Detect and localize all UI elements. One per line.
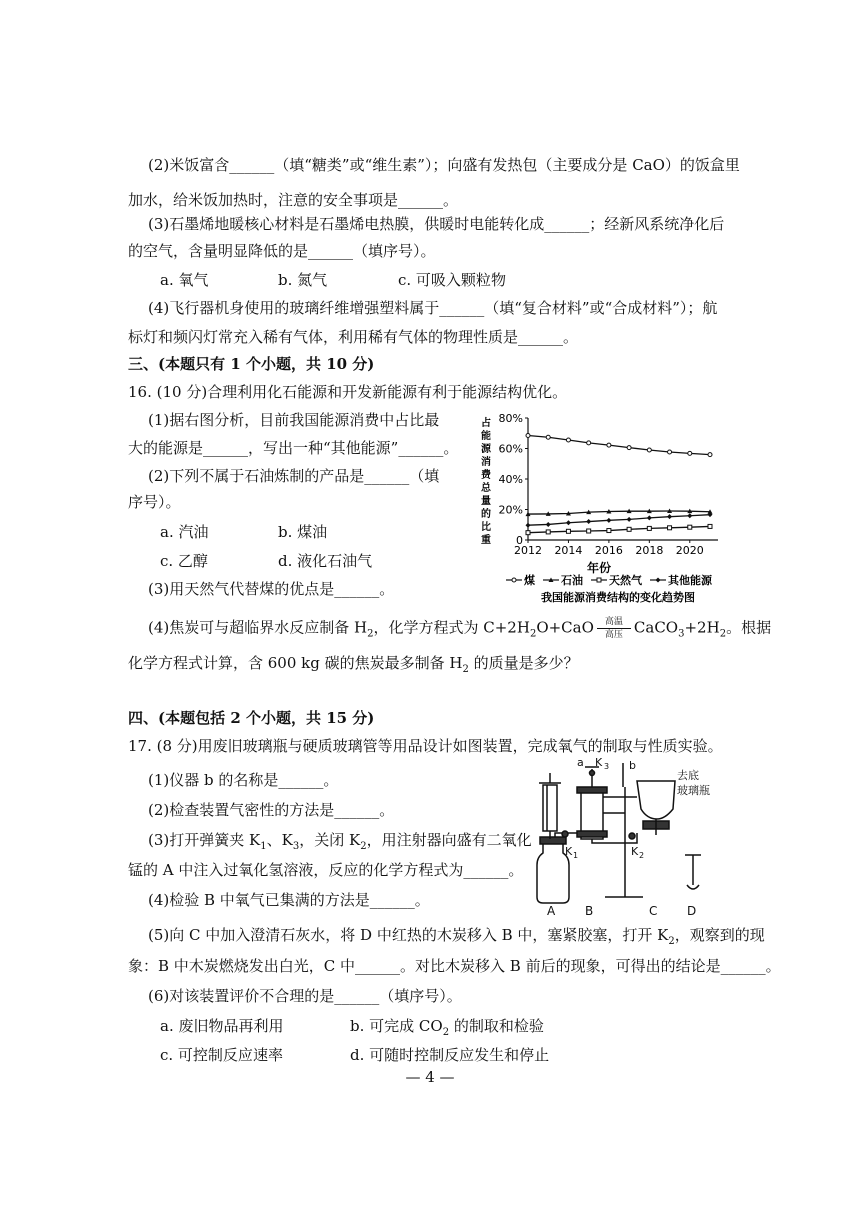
data-point <box>566 520 571 525</box>
y-axis-label-char: 占 <box>481 418 491 429</box>
svg-text:D: D <box>687 904 697 918</box>
bottle-c <box>637 781 675 819</box>
data-point <box>708 524 712 528</box>
x-tick-label: 2014 <box>554 544 583 557</box>
q16-part1-line1: (1)据右图分析，目前我国能源消费中占比最 <box>148 411 440 429</box>
y-axis-label-char: 重 <box>481 535 491 546</box>
apparatus-diagram <box>525 757 730 919</box>
y-axis-label-char: 的 <box>481 509 491 520</box>
q17-part2: (2)检查装置气密性的方法是______。 <box>148 801 395 819</box>
data-point <box>587 441 591 445</box>
q16-part2-line1: (2)下列不属于石油炼制的产品是______（填 <box>148 467 440 485</box>
data-point <box>546 530 550 534</box>
svg-text:a: a <box>577 757 584 769</box>
q17-option-c: c. 可控制反应速率 <box>160 1046 283 1064</box>
q15-part2-line1: (2)米饭富含______（填“糖类”或“维生素”）；向盛有发热包（主要成分是 CaO）的饭盒里 <box>148 156 740 174</box>
chart-axes <box>528 418 718 540</box>
x-tick-label: 2012 <box>514 544 542 557</box>
q17-option-b: b. 可完成 $CO_2$ 的制取和检验 <box>350 1017 544 1038</box>
legend-label: 石油 <box>561 574 583 587</box>
legend-label: 天然气 <box>609 574 642 587</box>
data-point <box>687 513 692 518</box>
data-point <box>526 434 530 438</box>
q17-part3-line2: 锰的 A 中注入过氧化氢溶液，反应的化学方程式为______。 <box>128 861 524 879</box>
q17-part4: (4)检验 B 中氧气已集满的方法是______。 <box>148 891 430 909</box>
section-4-heading: 四、(本题包括 2 个小题，共 15 分) <box>128 709 375 727</box>
q15-option-a: a. 氧气 <box>160 271 209 289</box>
data-point <box>668 450 672 454</box>
q16-option-b: b. 煤油 <box>278 523 328 541</box>
q15-part2-line2: 加水，给米饭加热时，注意的安全事项是______。 <box>128 191 459 209</box>
section-3-heading: 三、(本题只有 1 个小题，共 10 分) <box>128 355 375 373</box>
svg-text:玻璃瓶: 玻璃瓶 <box>677 784 710 797</box>
data-point <box>546 522 551 527</box>
q16-part2-line2: 序号）。 <box>128 493 181 511</box>
data-point <box>526 531 530 535</box>
y-axis-label-char: 量 <box>481 496 491 507</box>
y-axis-label-char: 总 <box>481 483 491 494</box>
data-point <box>607 529 611 533</box>
series-line-天然气 <box>528 526 710 532</box>
x-tick-label: 2018 <box>635 544 664 557</box>
legend-marker <box>656 578 661 583</box>
data-point <box>586 519 591 524</box>
q16-option-d: d. 液化石油气 <box>278 552 373 570</box>
svg-text:1: 1 <box>573 851 579 860</box>
series-line-石油 <box>528 511 710 514</box>
q16-stem: 16. (10 分)合理利用化石能源和开发新能源有利于能源结构优化。 <box>128 383 568 401</box>
q17-part1: (1)仪器 b 的名称是______。 <box>148 771 339 789</box>
q16-part3: (3)用天然气代替煤的优点是______。 <box>148 580 395 598</box>
data-point <box>627 446 631 450</box>
q16-option-c: c. 乙醇 <box>160 552 208 570</box>
data-point <box>566 529 570 533</box>
data-point <box>668 526 672 530</box>
chart-legend <box>506 573 713 587</box>
y-axis-label-char: 消 <box>481 457 491 468</box>
q15-part3-line1: (3)石墨烯地暖核心材料是石墨烯电热膜，供暖时电能转化成______；经新风系统净化后 <box>148 215 725 233</box>
q17-part6: (6)对该装置评价不合理的是______（填序号）。 <box>148 987 462 1005</box>
y-tick-label: 20% <box>498 503 523 517</box>
svg-text:C: C <box>649 904 658 918</box>
q17-part5-line1: (5)向 C 中加入澄清石灰水，将 D 中红热的木炭移入 B 中，塞紧胶塞，打开 $K_2$，观察到的现 <box>148 926 765 947</box>
y-axis-label-char: 能 <box>481 431 491 442</box>
q15-part3-line2: 的空气，含量明显降低的是______（填序号）。 <box>128 242 436 260</box>
y-tick-label: 0 <box>516 534 523 547</box>
svg-text:K: K <box>595 757 603 769</box>
data-point <box>526 523 531 528</box>
syringe <box>543 785 557 831</box>
q15-option-b: b. 氮气 <box>278 271 328 289</box>
data-point <box>546 435 550 439</box>
svg-text:K: K <box>565 845 573 858</box>
data-point <box>627 517 632 522</box>
q16-part4-line1: (4)焦炭可与超临界水反应制备 $H_2$，化学方程式为 $C+2H_2O+CaO$ 高温 高压 $CaCO_3+2H_2$。根据 <box>148 617 772 640</box>
page-number: — 4 — <box>405 1068 455 1086</box>
q17-part5-line2: 象：B 中木炭燃烧发出白光，C 中______。对比木炭移入 B 前后的现象，可得出的结论是______。 <box>128 957 781 975</box>
y-axis-label-char: 比 <box>481 522 491 533</box>
chart-title: 我国能源消费结构的变化趋势图 <box>541 591 695 604</box>
q15-part4-line2: 标灯和频闪灯常充入稀有气体，利用稀有气体的物理性质是______。 <box>128 328 579 346</box>
q17-stem: 17. (8 分)用废旧玻璃瓶与硬质玻璃管等用品设计如图装置，完成氧气的制取与性质实验。 <box>128 737 723 755</box>
q15-part4-line1: (4)飞行器机身使用的玻璃纤维增强塑料属于______（填“复合材料”或“合成材料”）；航 <box>148 299 718 317</box>
y-tick-label: 80% <box>498 412 523 425</box>
svg-text:3: 3 <box>604 762 610 771</box>
data-point <box>647 515 652 520</box>
data-point <box>627 527 631 531</box>
data-point <box>566 438 570 442</box>
svg-text:去底: 去底 <box>677 769 699 782</box>
q15-option-c: c. 可吸入颗粒物 <box>398 271 506 289</box>
x-tick-label: 2016 <box>594 544 623 557</box>
data-point <box>688 525 692 529</box>
series-line-煤 <box>528 436 710 455</box>
data-point <box>606 518 611 523</box>
energy-consumption-chart <box>468 408 748 608</box>
chart-x-axis-label: 年份 <box>586 561 612 575</box>
data-point <box>587 529 591 533</box>
legend-label: 其他能源 <box>668 574 712 587</box>
svg-text:B: B <box>585 904 594 918</box>
q17-option-d: d. 可随时控制反应发生和停止 <box>350 1046 550 1064</box>
data-point <box>708 453 712 457</box>
y-axis-label-char: 费 <box>481 470 491 481</box>
legend-label: 煤 <box>524 574 535 587</box>
x-tick-label: 2020 <box>675 544 704 557</box>
legend-marker <box>512 578 516 582</box>
reaction-condition: 高温 高压 <box>597 617 631 640</box>
q17-part3-line1: (3)打开弹簧夹 $K_1$、$K_3$，关闭 $K_2$，用注射器向盛有二氧化 <box>148 831 532 852</box>
q17-option-a: a. 废旧物品再利用 <box>160 1017 284 1035</box>
svg-text:2: 2 <box>639 851 645 860</box>
chart-marks <box>526 434 713 535</box>
y-tick-label: 40% <box>498 473 523 486</box>
q16-part4-line2: 化学方程式计算，含 600 kg 碳的焦炭最多制备 $H_2$ 的质量是多少？ <box>128 654 579 675</box>
svg-text:K: K <box>631 845 639 858</box>
y-tick-label: 60% <box>498 442 523 456</box>
data-point <box>607 443 611 447</box>
data-point <box>688 451 692 455</box>
series-line-其他能源 <box>528 515 710 526</box>
y-axis-label-char: 源 <box>481 444 491 455</box>
svg-text:A: A <box>547 904 556 918</box>
chart-y-axis-label <box>480 416 492 546</box>
q16-option-a: a. 汽油 <box>160 523 209 541</box>
legend-marker <box>597 578 601 582</box>
data-point <box>647 526 651 530</box>
svg-text:b: b <box>629 759 636 772</box>
q16-part1-line2: 大的能源是______，写出一种“其他能源”______。 <box>128 439 459 457</box>
data-point <box>647 448 651 452</box>
data-point <box>667 514 672 519</box>
